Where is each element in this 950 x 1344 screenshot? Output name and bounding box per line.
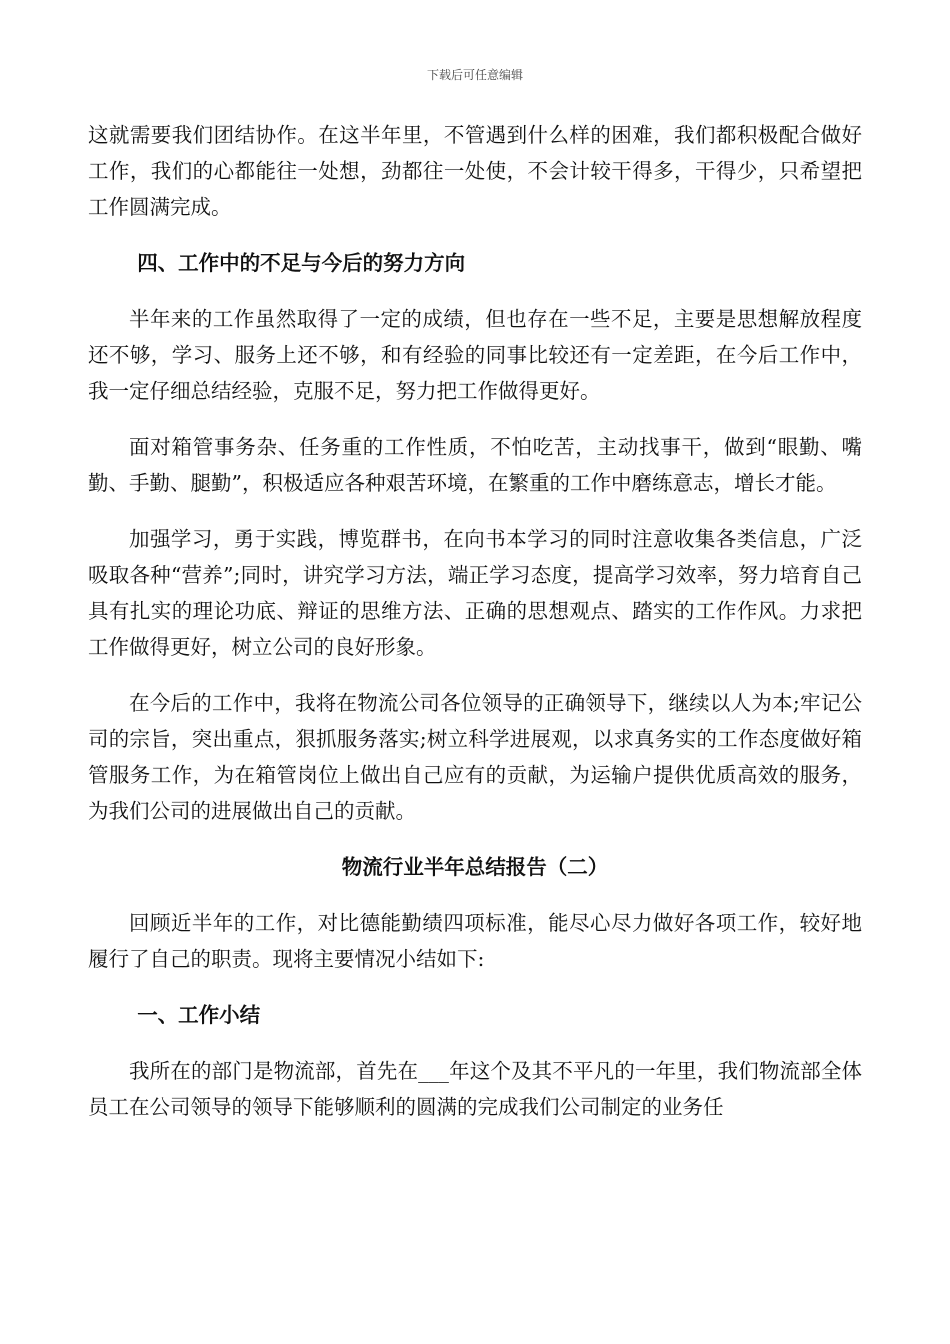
- paragraph-work-attitude: 面对箱管事务杂、任务重的工作性质，不怕吃苦，主动找事干，做到“眼勤、嘴勤、手勤、腿勤”，积极适应各种艰苦环境，在繁重的工作中磨练意志，增长才能。: [88, 435, 862, 495]
- paragraph-department: 我所在的部门是物流部，首先在___年这个及其不平凡的一年里，我们物流部全体员工在公司领导的领导下能够顺利的圆满的完成我们公司制定的业务任: [88, 1059, 862, 1119]
- paragraph-future-work: 在今后的工作中，我将在物流公司各位领导的正确领导下，继续以人为本;牢记公司的宗旨，突出重点，狠抓服务落实;树立科学进展观，以求真务实的工作态度做好箱管服务工作，为在箱管岗位上做出自己应有的贡献，为运输户提供优质高效的服务，为我们公司的进展做出自己的贡献。: [88, 691, 862, 823]
- document-body: [88, 117, 862, 1125]
- page-header: 下载后可任意编辑: [426, 68, 523, 82]
- paragraph-teamwork: 这就需要我们团结协作。在这半年里，不管遇到什么样的困难，我们都积极配合做好工作，我们的心都能往一处想，劲都往一处使，不会计较干得多，干得少，只希望把工作圆满完成。: [88, 123, 862, 219]
- section-heading-work-summary: 一、工作小结: [137, 1003, 261, 1027]
- section-heading-shortcomings: 四、工作中的不足与今后的努力方向: [137, 251, 466, 275]
- report-title-two: 物流行业半年总结报告（二）: [341, 855, 609, 879]
- paragraph-review: 回顾近半年的工作，对比德能勤绩四项标准，能尽心尽力做好各项工作，较好地履行了自己的职责。现将主要情况小结如下:: [88, 911, 862, 971]
- paragraph-learning: 加强学习，勇于实践，博览群书，在向书本学习的同时注意收集各类信息，广泛吸取各种“营养”;同时，讲究学习方法，端正学习态度，提高学习效率，努力培育自己具有扎实的理论功底、辩证的思维方法、正确的思想观点、踏实的工作作风。力求把工作做得更好，树立公司的良好形象。: [88, 527, 862, 659]
- paragraph-shortcomings: 半年来的工作虽然取得了一定的成绩，但也存在一些不足，主要是思想解放程度还不够，学习、服务上还不够，和有经验的同事比较还有一定差距，在今后工作中，我一定仔细总结经验，克服不足，努力把工作做得更好。: [88, 307, 862, 403]
